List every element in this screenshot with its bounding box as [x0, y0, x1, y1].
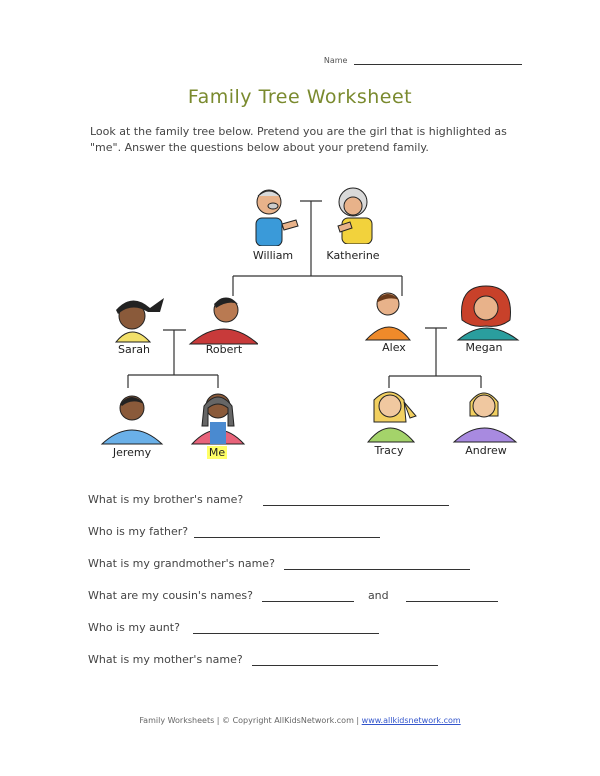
- instructions: Look at the family tree below. Pretend you are the girl that is highlighted as "me". Answer the questions below about your pretend family.: [90, 125, 507, 154]
- grandmother-picture: [320, 182, 390, 244]
- answer-cousin1-blank[interactable]: [262, 590, 354, 602]
- mother-picture: [452, 280, 522, 342]
- name-alex: Alex: [382, 341, 406, 354]
- name-tracy: Tracy: [374, 444, 404, 457]
- question-cousins: [88, 589, 498, 602]
- answer-father-blank[interactable]: [194, 526, 380, 538]
- question-aunt-text: Who is my aunt?: [88, 621, 180, 634]
- cousin-tracy-picture: [360, 382, 430, 444]
- question-grandmother-text: What is my grandmother's name?: [88, 557, 275, 570]
- and-label: and: [367, 589, 389, 602]
- answer-mother-blank[interactable]: [252, 654, 438, 666]
- name-megan: Megan: [465, 341, 503, 354]
- question-brother-text: What is my brother's name?: [88, 493, 244, 506]
- name-sarah: Sarah: [118, 343, 150, 356]
- name-william: William: [252, 249, 294, 262]
- grandfather-picture: [238, 184, 308, 246]
- question-mother-text: What is my mother's name?: [88, 653, 243, 666]
- question-cousins-text: What are my cousin's names?: [88, 589, 253, 602]
- footer-link[interactable]: www.allkidsnetwork.com: [361, 716, 461, 725]
- answer-brother-blank[interactable]: [263, 494, 449, 506]
- answer-grandmother-blank[interactable]: [284, 558, 470, 570]
- brother-picture: [98, 386, 168, 448]
- me-highlight: Me: [208, 446, 226, 459]
- answer-aunt-blank[interactable]: [193, 622, 379, 634]
- name-andrew: Andrew: [465, 444, 507, 457]
- question-brother: [88, 493, 449, 506]
- name-robert: Robert: [205, 343, 243, 356]
- name-label: Name: [323, 56, 348, 65]
- me-picture: [184, 386, 254, 448]
- answer-cousin2-blank[interactable]: [406, 590, 498, 602]
- name-katherine: Katherine: [326, 249, 380, 262]
- uncle-picture: [360, 284, 430, 346]
- question-mother: [88, 653, 438, 666]
- name-me: [177, 446, 257, 459]
- question-grandmother: [88, 557, 470, 570]
- cousin-andrew-picture: [450, 382, 520, 444]
- page-title: Family Tree Worksheet: [187, 86, 413, 108]
- question-father-text: Who is my father?: [88, 525, 189, 538]
- footer-text: Family Worksheets | © Copyright AllKidsNetwork.com |: [139, 716, 362, 725]
- name-jeremy: Jeremy: [112, 446, 152, 459]
- father-picture: [188, 288, 258, 350]
- footer: [0, 716, 600, 725]
- aunt-picture: [102, 286, 172, 348]
- question-aunt: [88, 621, 379, 634]
- question-father: [88, 525, 380, 538]
